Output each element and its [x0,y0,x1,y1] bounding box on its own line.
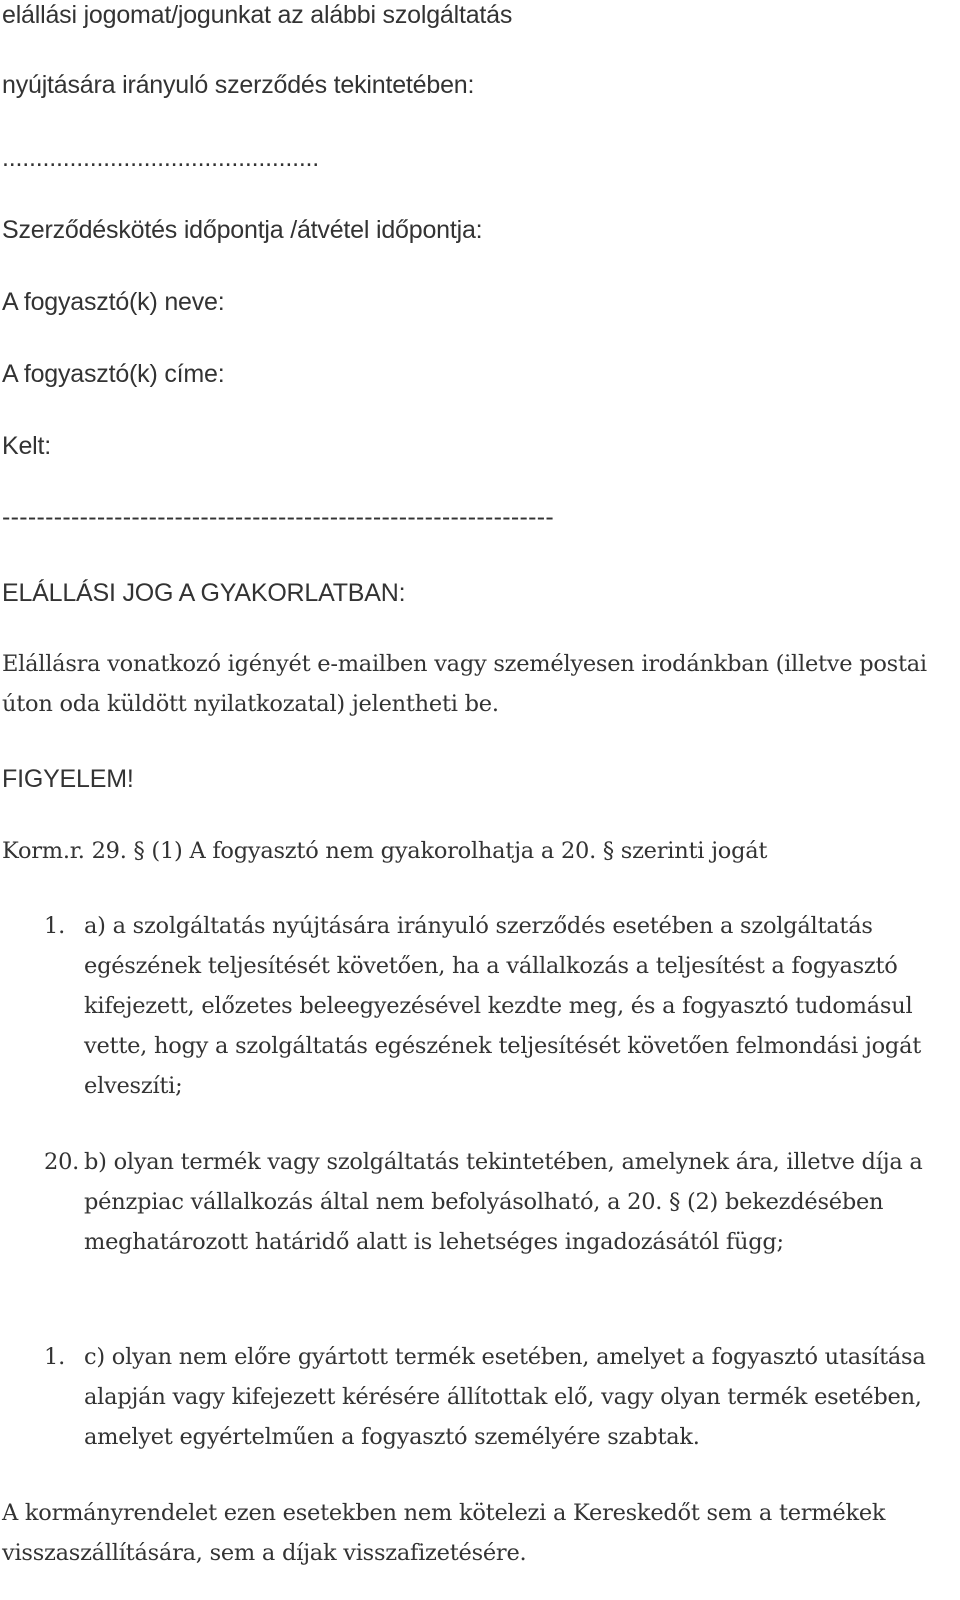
section-title: ELÁLLÁSI JOG A GYAKORLATBAN: [2,579,406,607]
intro-paragraph: Elállásra vonatkozó igényét e-mailben vagy személyesen irodánkban (illetve postai úton oda küldött nyilatkozatal) jelentheti be. [2,651,927,717]
list-item-text: a) a szolgáltatás nyújtására irányuló szerződés esetében a szolgáltatás egészének teljesítését követően, ha a vállalkozás a teljesítést a fogyasztó kifejezett, előzetes beleegyezésével kezdte meg, és a fogyasztó tudomásul vette, hogy a szolgáltatás egészének teljesítését követően felmondási jogát elveszíti; [84,913,922,1099]
separator-line: ---------------------------------------------------------------- [2,503,555,531]
consumer-address-label: A fogyasztó(k) címe: [2,360,225,388]
dated-label: Kelt: [2,432,52,460]
list-item-number: 20. [44,1149,80,1175]
warning-heading: FIGYELEM! [2,765,134,793]
header-line-1: elállási jogomat/jogunkat az alábbi szolgáltatás [2,1,513,29]
dotted-placeholder-line: ............................................... [2,144,320,172]
list-item-number: 1. [44,1344,65,1370]
contract-date-label: Szerződéskötés időpontja /átvétel időpontja: [2,216,483,244]
regulation-line: Korm.r. 29. § (1) A fogyasztó nem gyakorolhatja a 20. § szerinti jogát [2,838,768,864]
consumer-name-label: A fogyasztó(k) neve: [2,288,225,316]
header-line-2: nyújtására irányuló szerződés tekintetében: [2,71,475,99]
list-item-number: 1. [44,913,65,939]
list-item-text: c) olyan nem előre gyártott termék esetében, amelyet a fogyasztó utasítása alapján vagy kifejezett kérésére állítottak elő, vagy olyan termék esetében, amelyet egyértelműen a fogyasztó személyére szabtak. [84,1344,926,1450]
closing-paragraph: A kormányrendelet ezen esetekben nem kötelezi a Kereskedőt sem a termékek visszaszállítására, sem a díjak visszafizetésére. [2,1500,886,1566]
list-item-text: b) olyan termék vagy szolgáltatás tekintetében, amelynek ára, illetve díja a pénzpiac vállalkozás által nem befolyásolható, a 20. § (2) bekezdésében meghatározott határidő alatt is lehetséges ingadozásától függ; [84,1149,923,1255]
